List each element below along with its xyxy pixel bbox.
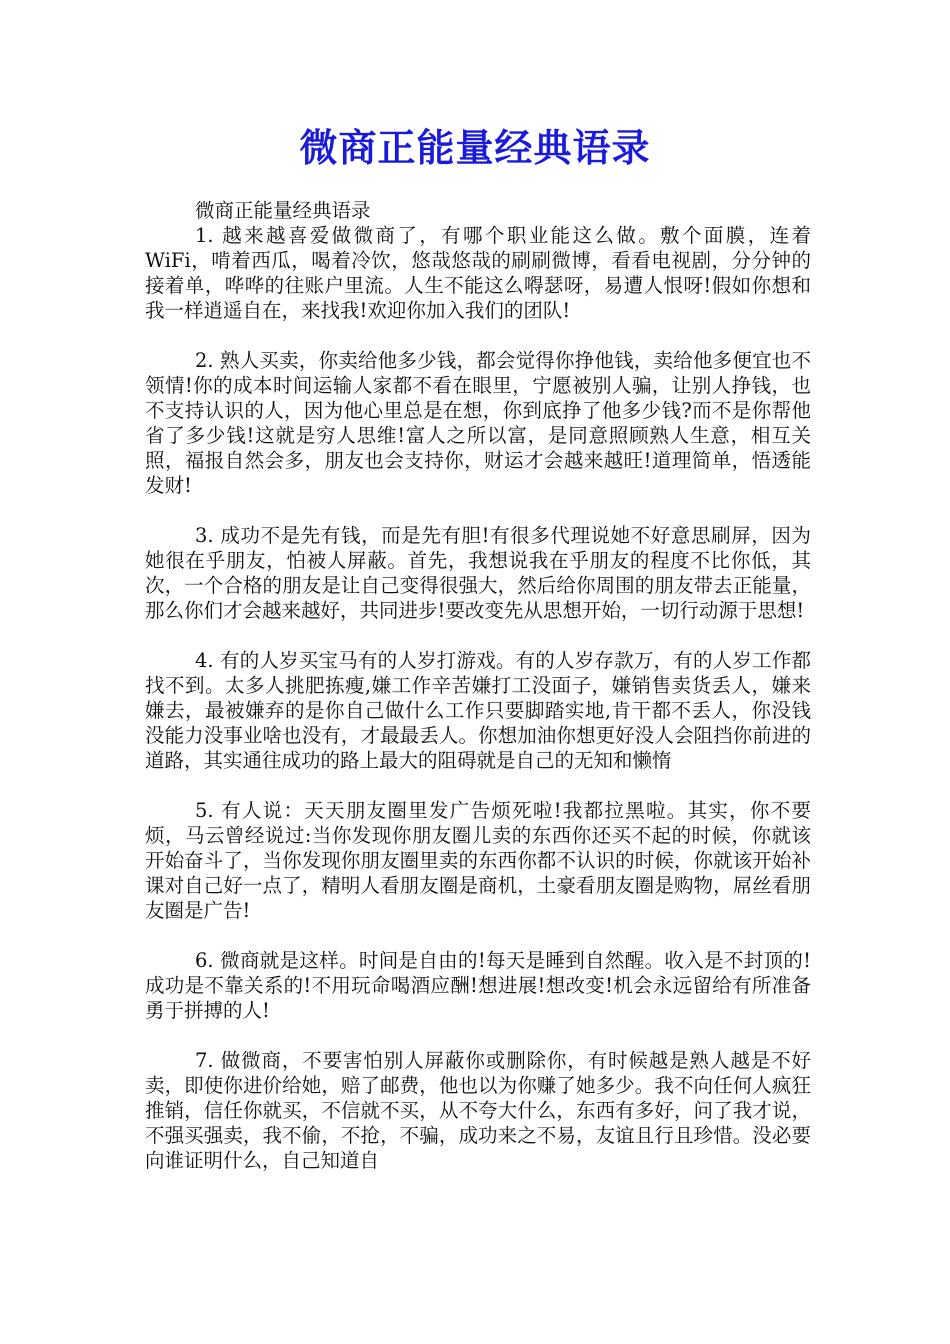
paragraph-1: 1. 越来越喜爱做微商了，有哪个职业能这么做。敷个面膜，连着 WiFi，啃着西瓜，喝着冷饮，悠哉悠哉的刷刷微博，看看电视剧，分分钟的接着单，哗哗的往账户里流。人生不能这么嘚瑟呀，易遭人恨呀!假如你想和我一样逍遥自在，来找我!欢迎你加入我们的团队! xyxy=(145,224,811,322)
document-body xyxy=(145,198,811,1198)
document-title: 微商正能量经典语录 xyxy=(299,125,651,170)
paragraph-7: 7. 做微商，不要害怕别人屏蔽你或删除你，有时候越是熟人越是不好卖，即使你进价给她，赔了邮费，他也以为你赚了她多少。我不向任何人疯狂推销，信任你就买，不信就不买，从不夸大什么，东西有多好，问了我才说，不强买强卖，我不偷，不抢，不骗，成功来之不易，友谊且行且珍惜。没必要向谁证明什么，自己知道自 xyxy=(145,1049,811,1172)
paragraph-3: 3. 成功不是先有钱，而是先有胆!有很多代理说她不好意思刷屏，因为她很在乎朋友，怕被人屏蔽。首先，我想说我在乎朋友的程度不比你低，其次，一个合格的朋友是让自己变得很强大，然后给你周围的朋友带去正能量，那么你们才会越来越好，共同进步!要改变先从思想开始，一切行动源于思想! xyxy=(145,524,811,622)
paragraph-4: 4. 有的人岁买宝马有的人岁打游戏。有的人岁存款万，有的人岁工作都找不到。太多人挑肥拣瘦,嫌工作辛苦嫌打工没面子，嫌销售卖货丢人，嫌来嫌去，最被嫌弃的是你自己做什么工作只要脚踏实地,肯干都不丢人，你没钱没能力没事业啥也没有，才最最丢人。你想加油你想更好没人会阻挡你前进的道路，其实通往成功的路上最大的阻碍就是自己的无知和懒惰 xyxy=(145,649,811,772)
paragraph-5: 5. 有人说：天天朋友圈里发广告烦死啦!我都拉黑啦。其实，你不要烦，马云曾经说过:当你发现你朋友圈儿卖的东西你还买不起的时候，你就该开始奋斗了，当你发现你朋友圈里卖的东西你都不认识的时候，你就该开始补课对自己好一点了，精明人看朋友圈是商机，土豪看朋友圈是购物，屌丝看朋友圈是广告! xyxy=(145,799,811,922)
paragraph-6: 6. 微商就是这样。时间是自由的!每天是睡到自然醒。收入是不封顶的!成功是不靠关系的!不用玩命喝酒应酬!想进展!想改变!机会永远留给有所准备勇于拼搏的人! xyxy=(145,949,811,1022)
paragraph-2: 2. 熟人买卖，你卖给他多少钱，都会觉得你挣他钱，卖给他多便宜也不领情!你的成本时间运输人家都不看在眼里，宁愿被别人骗，让别人挣钱，也不支持认识的人，因为他心里总是在想，你到底挣了他多少钱?而不是你帮他省了多少钱!这就是穷人思维!富人之所以富，是同意照顾熟人生意，相互关照，福报自然会多，朋友也会支持你，财运才会越来越旺!道理简单，悟透能发财! xyxy=(145,349,811,497)
document-subtitle: 微商正能量经典语录 xyxy=(195,199,371,222)
